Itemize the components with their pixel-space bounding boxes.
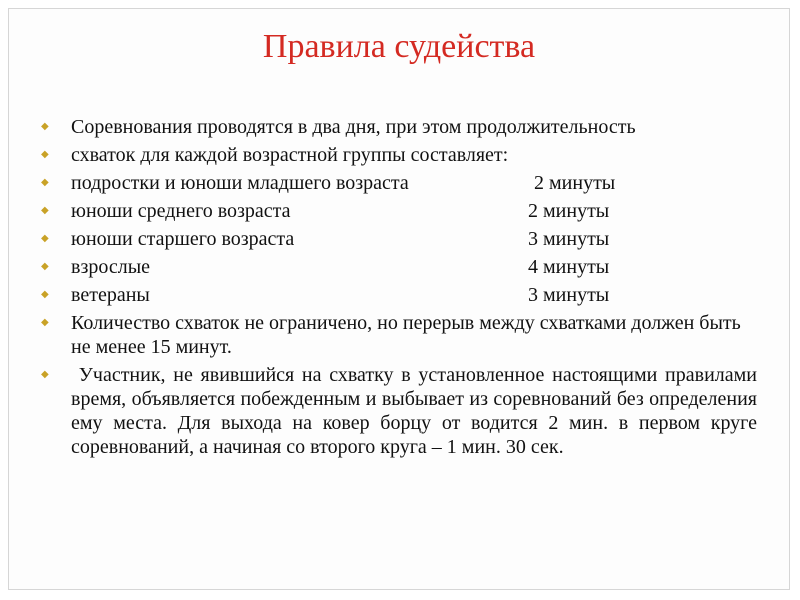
slide-title: Правила судейства [262, 28, 536, 65]
duration-value: 4 минуты [528, 256, 610, 278]
age-group-label: взрослые [71, 256, 151, 278]
list-item-text: схваток для каждой возрастной группы составляет: [71, 144, 509, 166]
list-item [29, 255, 757, 279]
bullet-icon: ◆ [41, 121, 49, 132]
duration-value: 2 минуты [528, 200, 610, 222]
list-item [29, 227, 757, 251]
list-item-text: Соревнования проводятся в два дня, при этом продолжительность [71, 116, 636, 138]
age-group-label: юноши среднего возраста [71, 200, 291, 222]
rules-list [29, 115, 763, 463]
list-item-text: Участник, не явившийся на схватку в установленное настоящими правилами время, объявляется побежденным и выбывает из соревнований без определения ему места. Для выхода на ковер борцу от водится 2 мин. в первом круге соревнований, а начиная со второго круга – 1 мин. 30 сек. [71, 364, 763, 458]
bullet-icon: ◆ [41, 369, 49, 380]
bullet-icon: ◆ [41, 317, 49, 328]
bullet-icon: ◆ [41, 233, 49, 244]
bullet-icon: ◆ [41, 261, 49, 272]
list-item [29, 143, 757, 167]
list-item [29, 199, 757, 223]
list-item [29, 115, 757, 139]
list-item [29, 363, 763, 459]
age-group-label: ветераны [71, 284, 150, 306]
bullet-icon: ◆ [41, 205, 49, 216]
duration-value: 3 минуты [528, 284, 610, 306]
duration-value: 2 минуты [534, 172, 616, 194]
list-item-text: Количество схваток не ограничено, но перерыв между схватками должен быть не менее 15 минут. [71, 312, 741, 358]
slide [8, 8, 790, 590]
bullet-icon: ◆ [41, 289, 49, 300]
list-item [29, 283, 757, 307]
duration-value: 3 минуты [528, 228, 610, 250]
bullet-icon: ◆ [41, 177, 49, 188]
age-group-label: юноши старшего возраста [71, 228, 295, 250]
list-item [29, 311, 757, 359]
age-group-label: подростки и юноши младшего возраста [71, 172, 409, 194]
list-item [29, 171, 757, 195]
bullet-icon: ◆ [41, 149, 49, 160]
